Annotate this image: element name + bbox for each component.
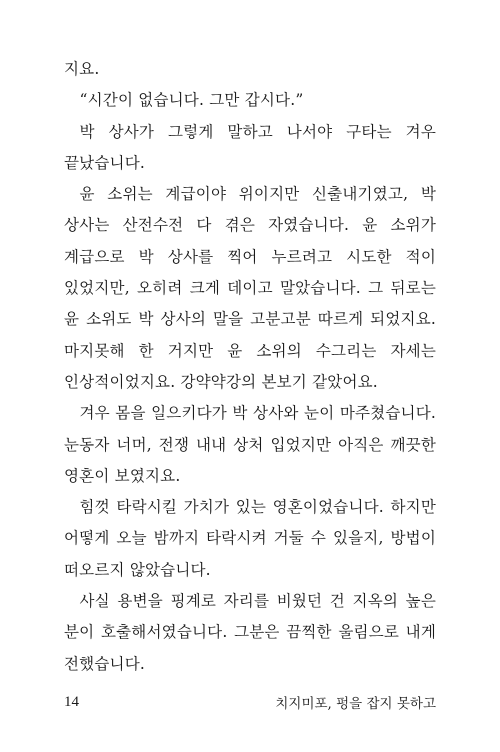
page-footer (64, 690, 436, 714)
paragraph-2: “시간이 없습니다. 그만 갑시다.” (79, 91, 304, 110)
paragraph-6: 힘껏 타락시킬 가치가 있는 영혼이었습니다. 하지만 어떻게 오늘 밤까지 타락시켜 거둘 수 있을지, 방법이 떠오르지 않았습니다. (64, 498, 436, 579)
paragraph-3: 박 상사가 그렇게 말하고 나서야 구타는 겨우 끝났습니다. (64, 122, 436, 172)
page-number: 14 (64, 693, 79, 710)
paragraph-1: 지요. (64, 60, 100, 78)
paragraph-7: 사실 용변을 핑계로 자리를 비웠던 건 지옥의 높은 분이 호출해서였습니다. 그분은 끔찍한 울림으로 내게 전했습니다. (64, 592, 436, 673)
body-text (64, 54, 436, 680)
paragraph-5: 겨우 몸을 일으키다가 박 상사와 눈이 마주쳤습니다. 눈동자 너머, 전쟁 내내 상처 입었지만 아직은 깨끗한 영혼이 보였지요. (64, 404, 436, 485)
running-title: 치지미포, 펑을 잡지 못하고 (275, 696, 436, 712)
paragraph-4: 윤 소위는 계급이야 위이지만 신출내기였고, 박 상사는 산전수전 다 겪은 자였습니다. 윤 소위가 계급으로 박 상사를 찍어 누르려고 시도한 적이 있었지만, 오히려 크게 데이고 말았습니다. 그 뒤로는 윤 소위도 박 상사의 말을 고분고분 따르게 되었지요. 마지못해 한 거지만 윤 소위의 수그리는 자세는 인상적이었지요. 강약약강의 본보기 같았어요. (64, 185, 436, 391)
